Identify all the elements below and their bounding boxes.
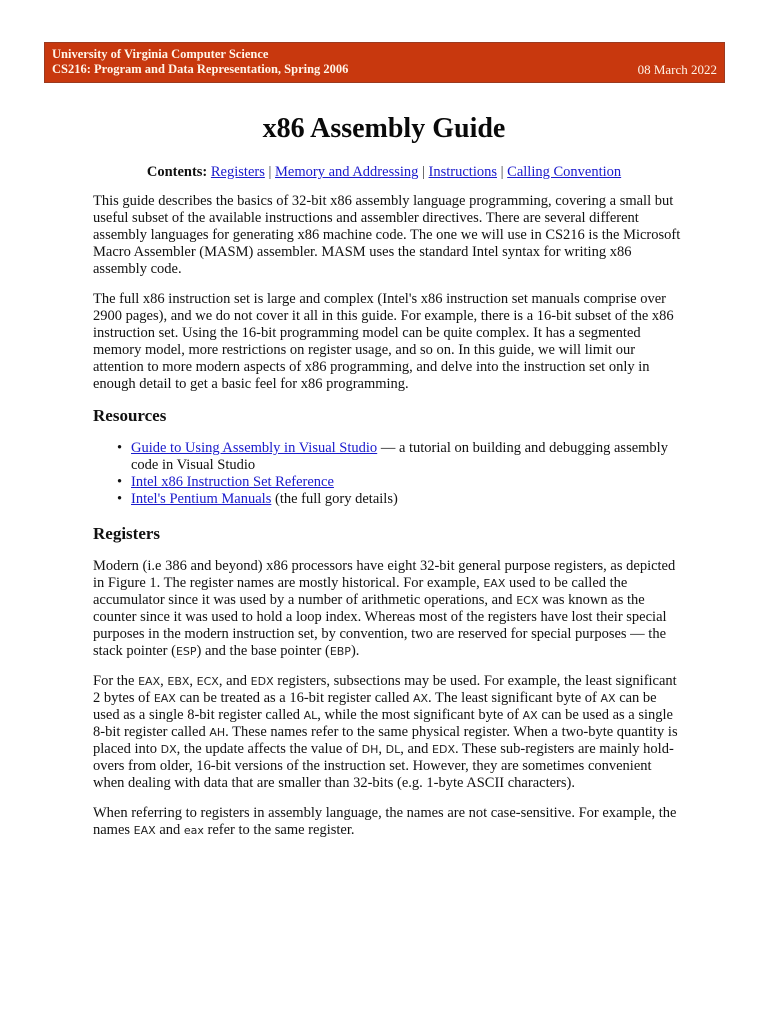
register-name: AL [303,709,318,722]
text-run: , [160,673,168,689]
register-name: EDX [250,675,274,688]
link-visual-studio-guide[interactable]: Guide to Using Assembly in Visual Studio [131,440,378,456]
text-run: For the [93,673,139,689]
register-name: eax [183,824,204,837]
register-name: ESP [175,645,197,658]
register-name: EAX [138,675,161,688]
registers-paragraph-3 [93,805,683,839]
intro-paragraph-2: The full x86 instruction set is large and complex (Intel's x86 instruction set manuals comprise over 2900 pages), and we do not cover it all in this guide. For example, there is a 16-bit subset of the x86 instruction set. Using the 16-bit programming model can be quite complex. It has a segmented memory model, more restrictions on register usage, and so on. In this guide, we will limit our attention to more modern aspects of x86 programming, and delve into the instruction set only in enough detail to get a basic feel for x86 programming. [93,291,674,392]
resource-description: — a tutorial on building and debugging assembly code in Visual Studio [131,440,668,473]
text-run: can be treated as a 16-bit register called [175,690,413,706]
contents-link-instructions[interactable]: Instructions [428,164,498,180]
resources-heading: Resources [93,406,167,425]
registers-paragraph-1 [93,558,683,660]
register-name: EAX [133,824,156,837]
register-name: ECX [516,594,539,607]
text-run: When referring to registers in assembly language, the names are not case-sensitive. For example, the names [93,805,677,838]
contents-separator: | [422,164,425,180]
main-content [93,193,683,852]
university-name: University of Virginia Computer Science [52,47,269,61]
text-run: , and [218,673,251,689]
text-run: can be used as a single 8-bit register called [93,690,657,723]
contents-link-registers[interactable]: Registers [210,164,265,180]
text-run: registers, subsections may be used. For example, the least significant 2 bytes of [93,673,677,706]
registers-paragraph-2 [93,673,683,792]
text-run: used to be called the accumulator since it was used by a number of arithmetic operations, and [93,575,628,608]
resource-description: (the full gory details) [271,491,398,507]
list-item [117,491,683,508]
contents-separator: | [500,164,504,180]
course-name: CS216: Program and Data Representation, Spring 2006 [52,62,349,76]
register-name: AH [209,726,226,739]
text-run: . The least significant byte of [428,690,601,706]
text-run: ). [350,643,360,659]
register-name: EAX [153,692,176,705]
register-name: DX [160,743,177,756]
register-name: EBP [329,645,351,658]
register-name: EDX [432,743,455,756]
text-run: and [155,822,184,838]
contents-separator: | [268,164,272,180]
course-header-banner [44,42,725,83]
intro-paragraph-1: This guide describes the basics of 32-bit x86 assembly language programming, covering a small but useful subset of the available instructions and assembler directives. There are several different assembly languages for generating x86 machine code. The one we will use in CS216 is the Microsoft Macro Assembler (MASM) assembler. MASM uses the standard Intel syntax for writing x86 assembly code. [93,193,681,277]
bullet-icon: • [117,491,123,507]
text-run: . These sub-registers are mainly hold-overs from older, 16-bit versions of the instruction set. However, they are sometimes convenient when dealing with data that are smaller than 32-bits (e.g. 1-byte ASCII characters). [93,741,674,791]
bullet-icon: • [117,440,123,456]
contents-link-calling-convention[interactable]: Calling Convention [507,164,622,180]
contents-link-memory-and-addressing[interactable]: Memory and Addressing [275,164,419,180]
text-run: . These names refer to the same physical register. When a two-byte quantity is placed into [93,724,678,757]
text-run: can be used as a single 8-bit register called [93,707,673,740]
text-run: was known as the counter since it was used to hold a loop index. Whereas most of the registers have lost their special purposes in the modern instruction set, by convention, two are reserved for special purposes — the stack pointer ( [93,592,667,659]
text-run: , the update affects the value of [176,741,362,757]
list-item [117,440,683,474]
register-name: ECX [196,675,219,688]
register-name: AX [522,709,538,722]
text-run: Modern (i.e 386 and beyond) x86 processors have eight 32-bit general purpose registers, as depicted in Figure 1. The register names are mostly historical. For example, [93,558,676,591]
text-run: refer to the same register. [203,822,355,838]
link-instruction-set-reference[interactable]: Intel x86 Instruction Set Reference [131,474,334,490]
text-run: , [378,741,386,757]
register-name: AX [600,692,616,705]
bullet-icon: • [117,474,123,490]
register-name: DH [361,743,379,756]
register-name: EAX [483,577,506,590]
header-date: 08 March 2022 [637,62,717,77]
register-name: AX [412,692,429,705]
register-name: EBX [167,675,190,688]
text-run: ) and the base pointer ( [196,643,330,659]
text-run: , [189,673,197,689]
registers-heading: Registers [93,524,161,543]
list-item [117,474,683,491]
resources-list [93,440,683,508]
contents-label: Contents: [146,164,208,180]
text-run: , while the most significant byte of [317,707,523,723]
text-run: , and [400,741,433,757]
table-of-contents [0,163,768,181]
link-pentium-manuals[interactable]: Intel's Pentium Manuals [131,491,272,507]
register-name: DL [385,743,401,756]
page-title: x86 Assembly Guide [262,113,506,144]
